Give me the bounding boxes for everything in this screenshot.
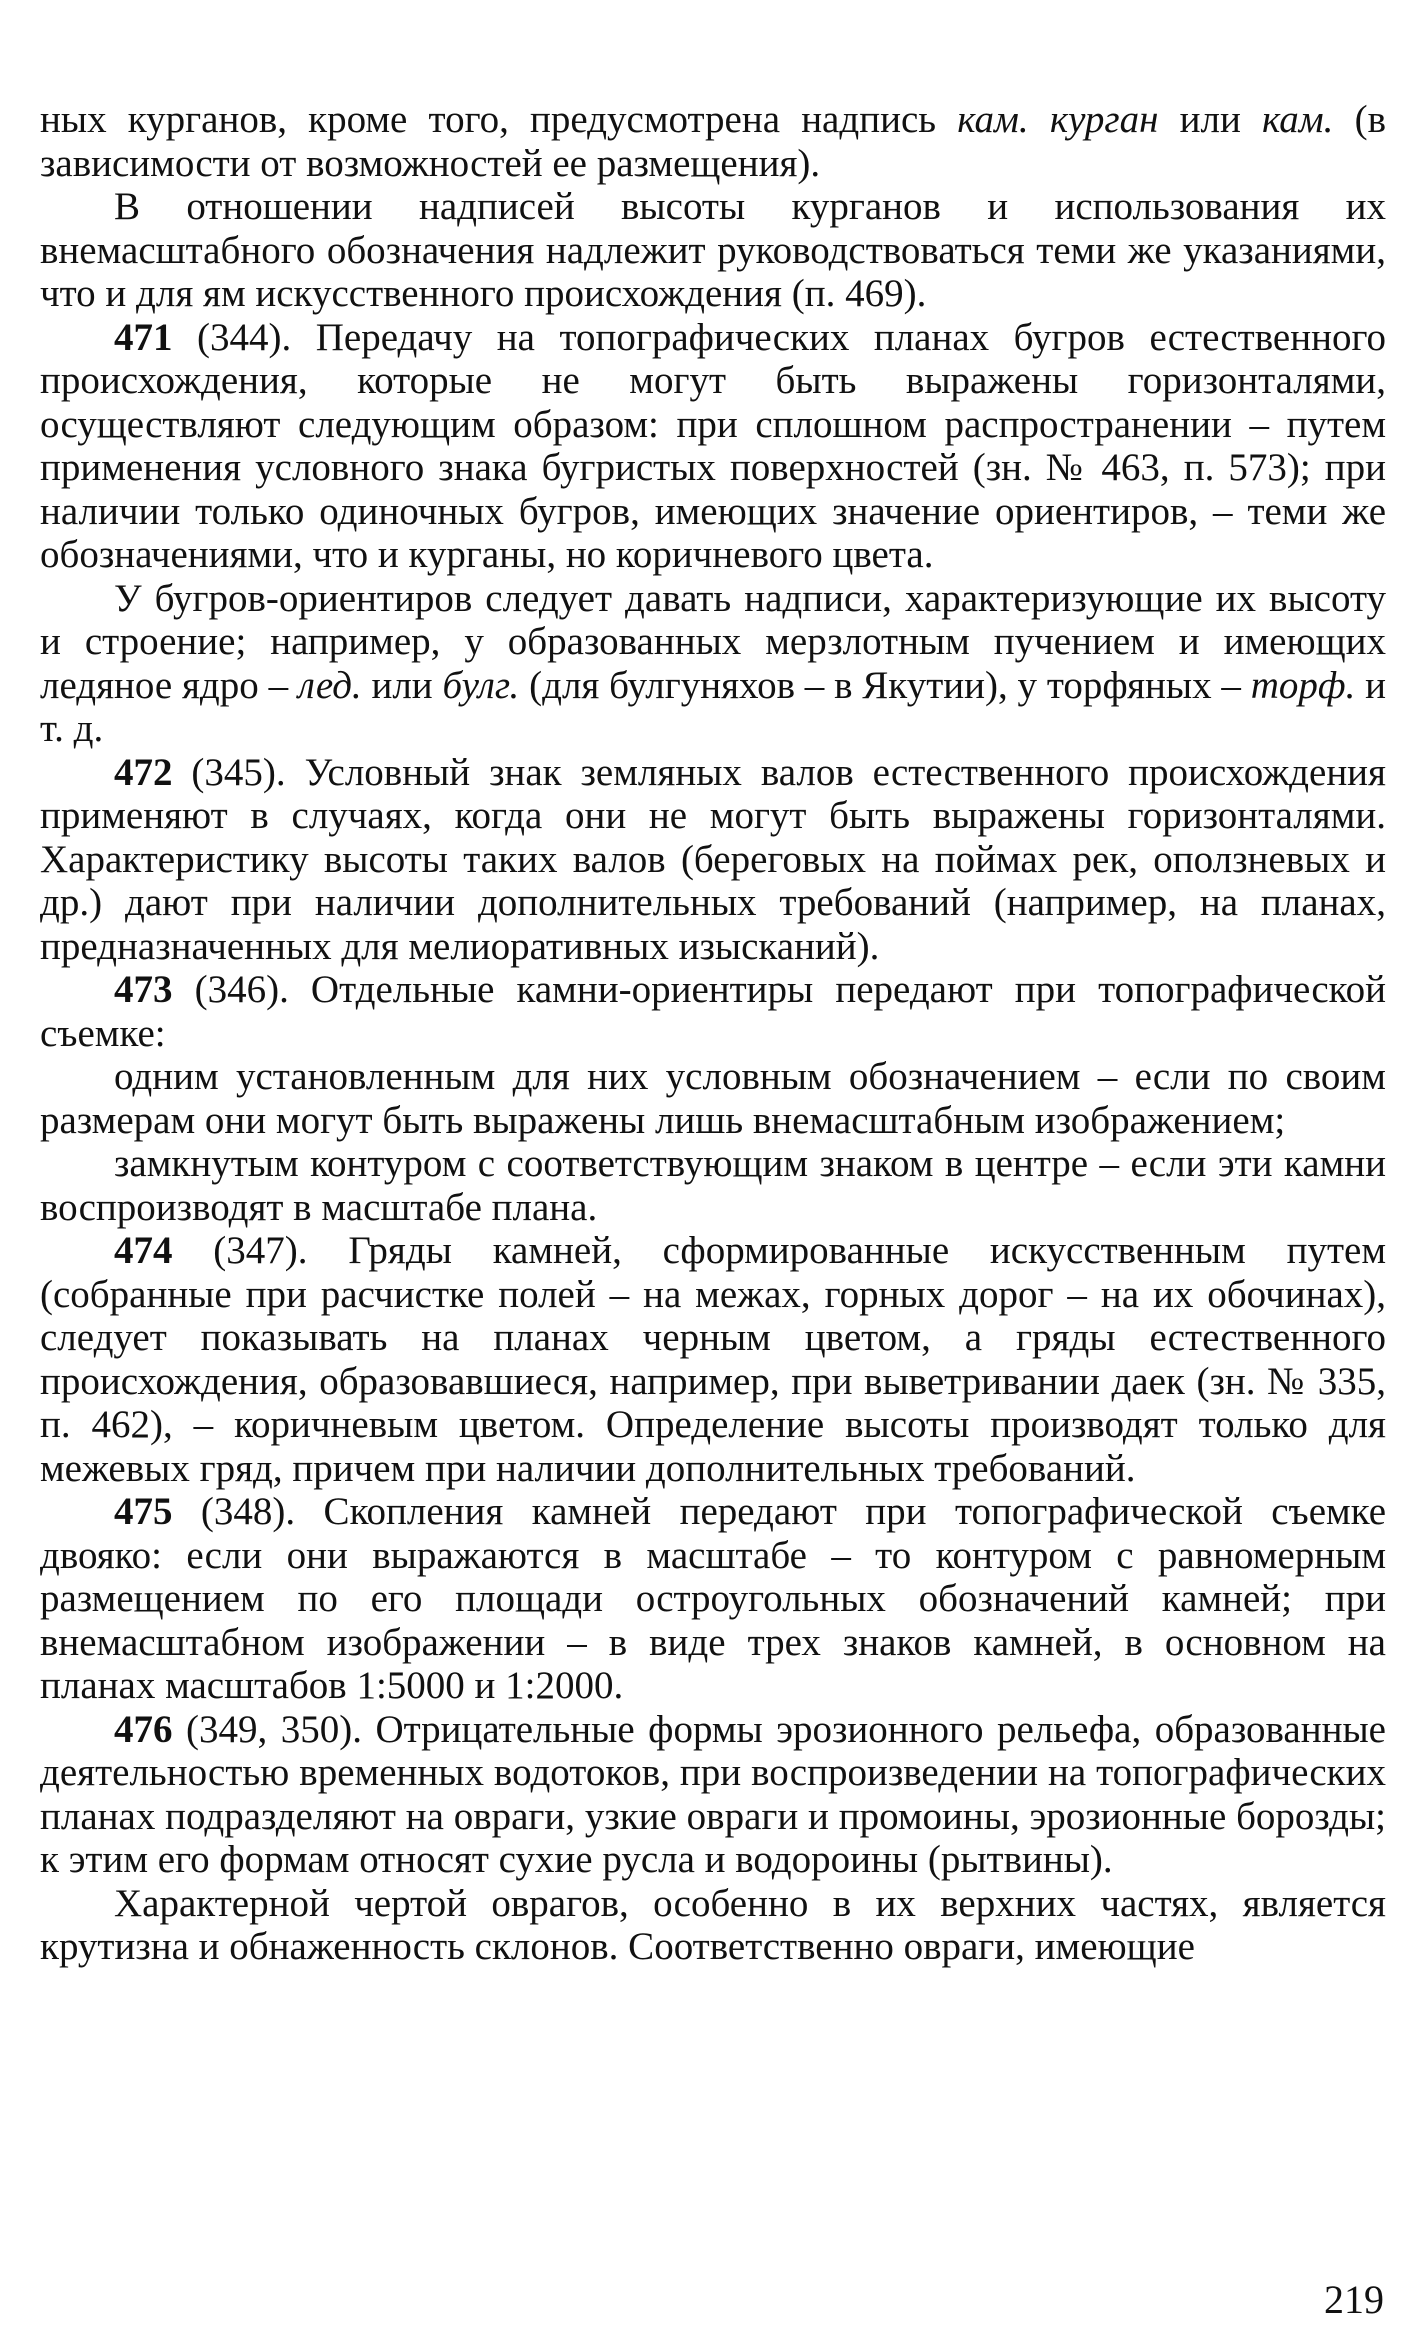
paragraph-3 — [40, 577, 1386, 751]
section-number: 475 — [114, 1490, 173, 1533]
paragraph-0 — [40, 98, 1386, 185]
section-number: 473 — [114, 968, 173, 1011]
text-run: (344). Передачу на топографических планах бугров естественного происхождения, которые не могут быть выражены горизонталями, осуществляют следующим образом: при сплошном распространении – путем применения условного знака бугристых поверхностей (зн. № 463, п. 573); при наличии только одиночных бугров, имеющих значение ориентиров, – теми же обозначениями, что и курганы, но коричневого цвета. — [40, 315, 1386, 576]
text-run: (для булгуняхов – в Якутии), у торфяных – — [519, 663, 1251, 707]
italic-abbreviation: торф. — [1250, 663, 1356, 707]
page-number: 219 — [1324, 2277, 1384, 2322]
italic-abbreviation: кам. курган — [957, 98, 1159, 141]
paragraph-4 — [40, 751, 1386, 969]
text-run: одним установленным для них условным обозначением – если по своим размерам они могут быть выражены лишь внемасштабным изображением; — [40, 1055, 1386, 1142]
paragraph-11 — [40, 1882, 1386, 1969]
text-run: или — [1158, 98, 1262, 141]
italic-abbreviation: булг. — [442, 663, 520, 707]
text-run: замкнутым контуром с соответствующим знаком в центре – если эти камни воспроизводят в масштабе плана. — [40, 1142, 1386, 1229]
paragraph-7 — [40, 1142, 1386, 1229]
text-run: или — [361, 663, 443, 707]
paragraph-8 — [40, 1229, 1386, 1490]
paragraph-2 — [40, 316, 1386, 577]
paragraph-1 — [40, 185, 1386, 316]
paragraph-5 — [40, 968, 1386, 1055]
text-run: (346). Отдельные камни-ориентиры передают при топографической съемке: — [40, 968, 1386, 1055]
italic-abbreviation: кам. — [1262, 98, 1334, 141]
paragraph-9 — [40, 1490, 1386, 1708]
text-run: У бугров-ориентиров следует давать надписи, характеризующие их высоту и строение; например, у образованных мерзлотным пучением и имеющих ледяное ядро – — [40, 576, 1386, 707]
text-run: (349, 350). Отрицательные формы эрозионного рельефа, образованные деятельностью временных водотоков, при воспроизведении на топографических планах подразделяют на овраги, узкие овраги и промоины, эрозионные борозды; к этим его формам относят сухие русла и водороины (рытвины). — [40, 1707, 1386, 1881]
paragraph-10 — [40, 1708, 1386, 1882]
text-run: (в зависимости от возможностей ее размещения). — [40, 98, 1387, 185]
text-run: (348). Скопления камней передают при топографической съемке двояко: если они выражаются в масштабе – то контуром с равномерным размещением по его площади остроугольных обозначений камней; при внемасштабном изображении – в виде трех знаков камней, в основном на планах масштабов 1:5000 и 1:2000. — [40, 1490, 1386, 1707]
paragraph-6 — [40, 1055, 1386, 1142]
text-run: (345). Условный знак земляных валов естественного происхождения применяют в случаях, когда они не могут быть выражены горизонталями. Характеристику высоты таких валов (береговых на поймах рек, оползневых и др.) дают при наличии дополнительных требований (например, на планах, предназначенных для мелиоративных изысканий). — [40, 750, 1386, 968]
section-number: 472 — [114, 750, 173, 794]
section-number: 471 — [114, 315, 173, 359]
section-number: 474 — [114, 1229, 173, 1272]
text-run: ных курганов, кроме того, предусмотрена надпись — [40, 98, 958, 141]
italic-abbreviation: лед. — [297, 663, 362, 707]
section-number: 476 — [114, 1707, 173, 1751]
text-run: (347). Гряды камней, сформированные искусственным путем (собранные при расчистке полей – на межах, горных дорог – на их обочинах), следует показывать на планах черным цветом, а гряды естественного происхождения, образовавшиеся, например, при выветривании даек (зн. № 335, п. 462), – коричневым цветом. Определение высоты производят только для межевых гряд, причем при наличии дополнительных требований. — [40, 1229, 1386, 1490]
text-run: В отношении надписей высоты курганов и использования их внемасштабного обозначения надлежит руководствоваться теми же указаниями, что и для ям искусственного происхождения (п. 469). — [40, 185, 1386, 315]
text-run: Характерной чертой оврагов, особенно в их верхних частях, является крутизна и обнаженность склонов. Соответственно овраги, имеющие — [40, 1881, 1386, 1968]
text-run: и т. д. — [40, 663, 1386, 750]
page-body — [40, 98, 1386, 1969]
